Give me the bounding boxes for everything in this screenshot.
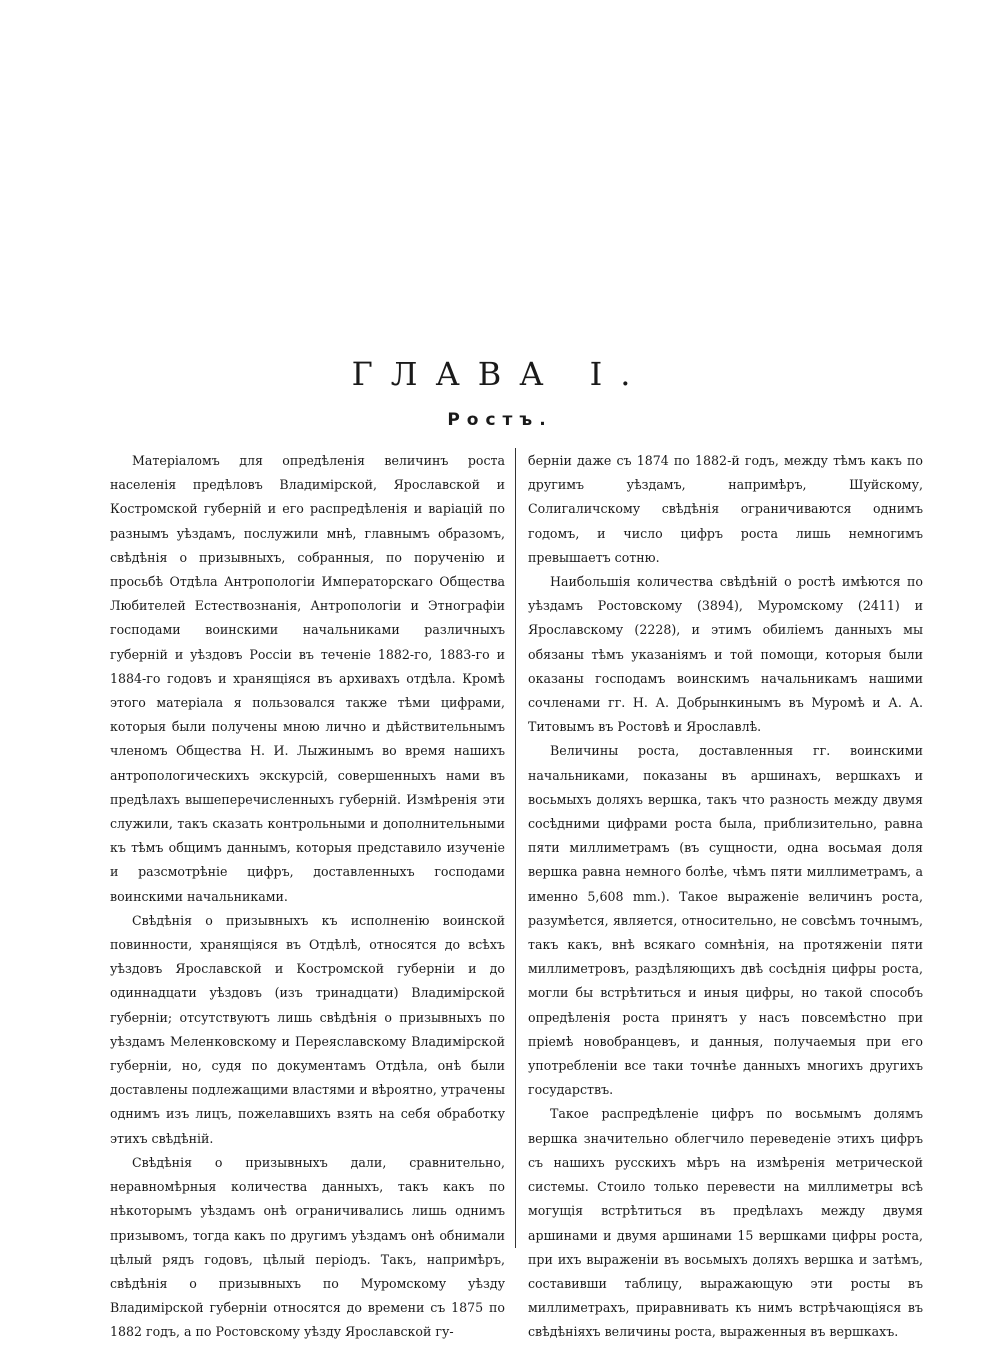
chapter-title: ГЛАВА I.	[351, 355, 649, 393]
paragraph: Такое распредѣленіе цифръ по восьмымъ долямъ вершка значительно облегчило переведеніе этихъ цифръ съ нашихъ русскихъ мѣръ на измѣренія метрической системы. Стоило только перевести на миллиметры всѣ могущія встрѣтиться въ предѣлахъ между двумя аршинами и двумя аршинами 15 вершками цифры роста, при ихъ выраженіи въ восьмыхъ доляхъ вершка и затѣмъ, составивши таблицу, выражающую эти росты въ миллиметрахъ, приравнивать къ нимъ встрѣчающіяся въ свѣдѣніяхъ величины роста, выраженныя въ вершкахъ.	[528, 1106, 923, 1340]
paragraph: Свѣдѣнія о призывныхъ дали, сравнительно, неравномѣрныя количества данныхъ, такъ какъ по нѣкоторымъ уѣздамъ онѣ ограничивались лишь однимъ призывомъ, тогда какъ по другимъ уѣздамъ онѣ обнимали цѣлый рядъ годовъ, цѣлый періодъ. Такъ, напримѣръ, свѣдѣнія о призывныхъ по Муромскому уѣзду Владимірской губерніи относятся до времени съ 1875 по 1882 годъ, а по Ростовскому уѣзду Ярославской гу-	[110, 1154, 505, 1340]
section-title: Ростъ.	[447, 410, 553, 430]
paragraph: Величины роста, доставленныя гг. воинскими начальниками, показаны въ аршинахъ, вершкахъ и восьмыхъ доляхъ вершка, такъ что разность между двумя сосѣдними цифрами роста была, приблизительно, равна пяти миллиметрамъ (въ сущности, одна восьмая доля вершка равна немного болѣе, чѣмъ пяти миллиметрамъ, а именно 5,608 mm.). Такое выраженіе величинъ роста, разумѣется, является, относительно, не совсѣмъ точнымъ, такъ какъ, внѣ всякаго сомнѣнія, на протяженіи пяти миллиметровъ, раздѣляющихъ двѣ сосѣднія цифры роста, могли бы встрѣтиться и иныя цифры, но такой способъ опредѣленія роста принятъ у насъ повсемѣстно при пріемѣ новобранцевъ, и данныя, получаемыя при его употребленіи все таки точнѣе данныхъ многихъ другихъ государствъ.	[528, 743, 923, 1098]
left-column	[110, 449, 505, 1345]
column-divider	[515, 448, 516, 1248]
paragraph: Матеріаломъ для опредѣленія величинъ роста населенія предѣловъ Владимірской, Ярославской и Костромской губерній и его распредѣленія и варіацій по разнымъ уѣздамъ, послужили мнѣ, главнымъ образомъ, свѣдѣнія о призывныхъ, собранныя, по порученію и просьбѣ Отдѣла Антропологіи Императорскаго Общества Любителей Естествознанія, Антропологіи и Этнографіи господами воинскими начальниками различныхъ губерній и уѣздовъ Россіи въ теченіе 1882-го, 1883-го и 1884-го годовъ и хранящіяся въ архивахъ отдѣла. Кромѣ этого матеріала я пользовался также тѣми цифрами, которыя были получены мною лично и дѣйствительнымъ членомъ Общества Н. И. Лыжинымъ во время нашихъ антропологическихъ экскурсій, совершенныхъ нами въ предѣлахъ вышеперечисленныхъ губерній. Измѣренія эти служили, такъ сказать контрольными и дополнительными къ тѣмъ общимъ даннымъ, которыя представило изученіе и разсмотрѣніе цифръ, доставленныхъ господами воинскими начальниками.	[110, 453, 505, 904]
paragraph: Наибольшія количества свѣдѣній о ростѣ имѣются по уѣздамъ Ростовскому (3894), Муромскому (2411) и Ярославскому (2228), и этимъ обиліемъ данныхъ мы обязаны тѣмъ указаніямъ и той помощи, которыя были оказаны господамъ воинскимъ начальникамъ нашими сочленами гг. Н. А. Добрынкинымъ въ Муромѣ и А. А. Титовымъ въ Ростовѣ и Ярославлѣ.	[528, 574, 923, 735]
right-column	[528, 449, 923, 1345]
paragraph: Свѣдѣнія о призывныхъ къ исполненію воинской повинности, хранящіяся въ Отдѣлѣ, относятся до всѣхъ уѣздовъ Ярославской и Костромской губерніи и до одиннадцати уѣздовъ (изъ тринадцати) Владимірской губерніи; отсутствуютъ лишь свѣдѣнія о призывныхъ по уѣздамъ Меленковскому и Переяславскому Владимірской губерніи, но, судя по документамъ Отдѣла, онѣ были доставлены подлежащими властями и вѣроятно, утрачены однимъ изъ лицъ, пожелавшихъ взять на себя обработку этихъ свѣдѣній.	[110, 912, 505, 1146]
paragraph-continuation: берніи даже съ 1874 по 1882-й годъ, между тѣмъ какъ по другимъ уѣздамъ, напримѣръ, Шуйскому, Солигаличскому свѣдѣнія ограничиваются однимъ годомъ, и число цифръ роста лишь немногимъ превышаетъ сотню.	[528, 453, 923, 565]
